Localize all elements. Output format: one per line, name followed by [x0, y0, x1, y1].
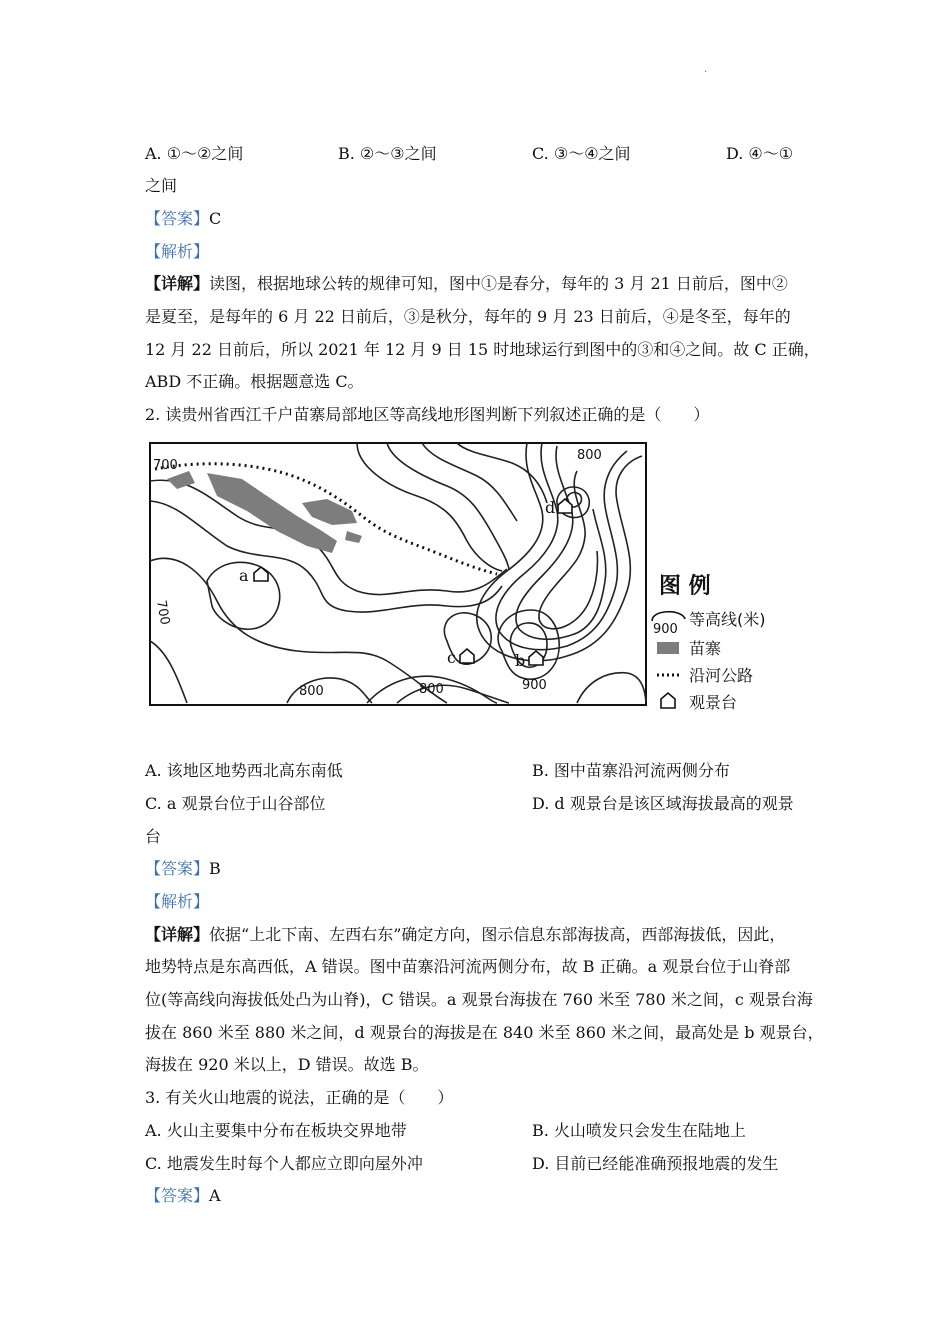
- contour-label-800-south: 800: [299, 684, 324, 699]
- q1-detail-line-3: 12 月 22 日前后，所以 2021 年 12 月 9 日 15 时地球运行到图中的③和④之间。故 C 正确，: [145, 340, 820, 359]
- legend-title: 图 例: [659, 574, 711, 599]
- q3-option-d: D. 目前已经能准确预报地震的发生: [532, 1154, 779, 1173]
- detail-text: 读图，根据地球公转的规律可知，图中①是春分，每年的 3 月 21 日前后，图中②: [209, 274, 788, 293]
- q1-detail-line-2: 是夏至，是每年的 6 月 22 日前后，③是秋分，每年的 9 月 23 日前后，④是冬至，每年的: [145, 307, 791, 326]
- q2-detail-line-4: 拔在 860 米至 880 米之间，d 观景台的海拔是在 840 米至 860 米之间，最高处是 b 观景台，: [145, 1023, 824, 1042]
- q2-option-d: D. d 观景台是该区域海拔最高的观景: [532, 794, 794, 813]
- q2-detail-line-3: 位(等高线向海拔低处凸为山脊)，C 错误。a 观景台海拔在 760 米至 780 米之间，c 观景台海: [145, 990, 813, 1009]
- q2-detail-line-5: 海拔在 920 米以上，D 错误。故选 B。: [145, 1055, 429, 1074]
- q2-answer: [145, 858, 221, 880]
- viewpoint-b-label: b: [515, 651, 526, 670]
- q1-detail-line-1: [145, 273, 788, 295]
- q2-option-a: A. 该地区地势西北高东南低: [145, 761, 343, 780]
- q2-option-c: C. a 观景台位于山谷部位: [145, 794, 326, 813]
- q1-detail-line-4: ABD 不正确。根据题意选 C。: [145, 372, 364, 391]
- q2-detail-line-2: 地势特点是东高西低，A 错误。图中苗寨沿河流两侧分布，故 B 正确。a 观景台位于山脊部: [145, 957, 791, 976]
- q2-option-b: B. 图中苗寨沿河流两侧分布: [532, 761, 730, 780]
- legend-village-text: 苗寨: [689, 639, 722, 658]
- detail-tag: 【详解】: [145, 925, 210, 944]
- contour-legend-icon: [652, 612, 685, 621]
- contour-label-900: 900: [522, 678, 547, 693]
- detail-tag: 【详解】: [145, 274, 210, 293]
- legend-road-text: 沿河公路: [689, 666, 754, 685]
- q2-detail-line-1: [145, 924, 785, 946]
- viewpoint-d-label: d: [545, 498, 556, 517]
- q3-option-c: C. 地震发生时每个人都应立即向屋外冲: [145, 1154, 423, 1173]
- answer-value: A: [209, 1186, 221, 1205]
- contour-label-700-north: 700: [153, 458, 178, 473]
- answer-tag: 【答案】: [145, 1186, 210, 1205]
- answer-value: C: [209, 209, 222, 228]
- legend-contour-symbol: 900: [653, 622, 678, 637]
- q2-question: 2. 读贵州省西江千户苗寨局部地区等高线地形图判断下列叙述正确的是（ ）: [145, 405, 710, 424]
- q1-option-c: C. ③～④之间: [532, 144, 631, 163]
- header-dot: .: [704, 64, 708, 75]
- legend-contour-text: 等高线(米): [689, 610, 766, 629]
- answer-tag: 【答案】: [145, 209, 210, 228]
- answer-value: B: [209, 859, 221, 878]
- contour-label-800-northeast: 800: [577, 448, 602, 463]
- q1-option-d: D. ④～①: [726, 144, 794, 163]
- village-legend-icon: [657, 642, 679, 654]
- legend-viewpoint-text: 观景台: [689, 693, 738, 712]
- q1-option-b: B. ②～③之间: [338, 144, 437, 163]
- q3-answer: [145, 1185, 221, 1207]
- q2-option-wrap: 台: [145, 827, 162, 846]
- viewpoint-a-label: a: [239, 566, 249, 585]
- contour-map: [147, 441, 797, 741]
- q1-option-a: A. ①～②之间: [145, 144, 244, 163]
- q1-option-wrap: 之间: [145, 176, 178, 195]
- q3-option-a: A. 火山主要集中分布在板块交界地带: [145, 1121, 407, 1140]
- answer-tag: 【答案】: [145, 859, 210, 878]
- viewpoint-c-label: c: [447, 648, 456, 667]
- map-legend: [652, 574, 766, 712]
- q1-answer: [145, 208, 221, 230]
- q2-analysis-tag: 【解析】: [145, 892, 210, 911]
- q1-analysis-tag: 【解析】: [145, 242, 210, 261]
- detail-text: 依据“上北下南、左西右东”确定方向，图示信息东部海拔高，西部海拔低，因此，: [209, 925, 786, 944]
- q3-option-b: B. 火山喷发只会发生在陆地上: [532, 1121, 746, 1140]
- contour-label-800-southeast: 800: [419, 682, 444, 697]
- contour-label-700-west: 700: [153, 599, 173, 627]
- viewpoint-legend-icon: [661, 693, 675, 708]
- q3-question: 3. 有关火山地震的说法，正确的是（ ）: [145, 1088, 454, 1107]
